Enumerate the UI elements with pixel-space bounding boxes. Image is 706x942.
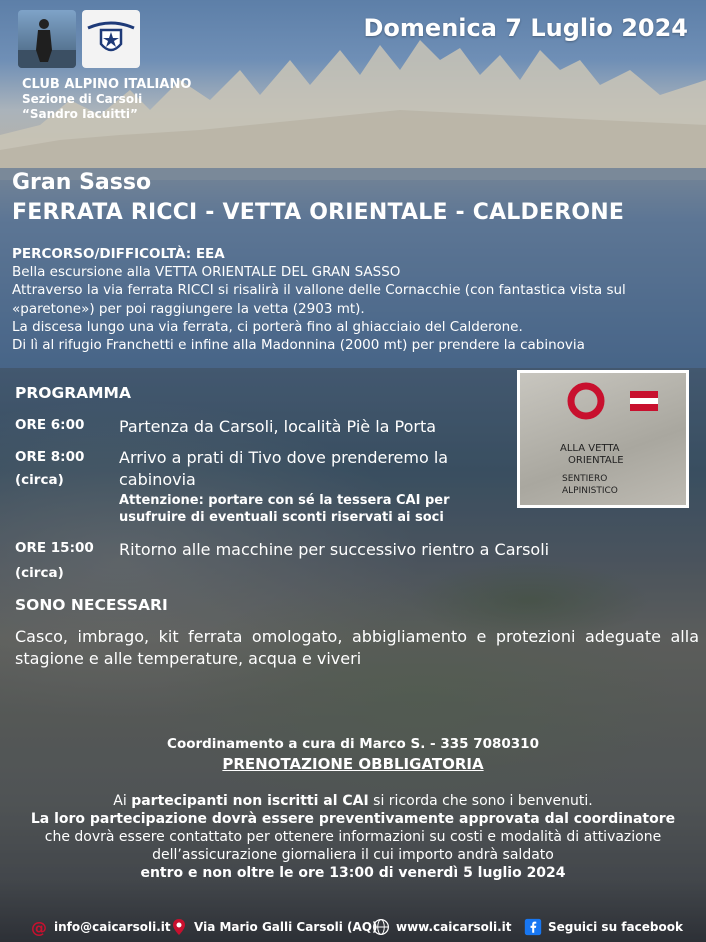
footer-email[interactable] <box>30 918 171 936</box>
event-date: Domenica 7 Luglio 2024 <box>363 14 688 42</box>
cai-emblem-icon <box>82 10 140 68</box>
facebook-icon <box>524 918 542 936</box>
needs-text: Casco, imbrago, kit ferrata omologato, abbigliamento e protezioni adeguate alla stagione e alle temperature, acqua e viveri <box>15 627 699 668</box>
footer-facebook[interactable] <box>524 918 683 936</box>
footer-website[interactable] <box>372 918 512 936</box>
info-text: Ai <box>113 793 132 809</box>
location-pin-icon <box>170 918 188 936</box>
header-logos <box>18 10 140 68</box>
at-icon: @ <box>31 917 47 937</box>
info-line: dell’assicurazione giornaliera il cui importo andrà saldato <box>152 847 554 863</box>
trail-marker-image <box>520 373 686 505</box>
trail-marker-photo <box>517 370 689 508</box>
statue-icon <box>18 10 76 68</box>
footer <box>0 914 706 942</box>
marker-text-line: ORIENTALE <box>568 455 624 466</box>
program-time: ORE 15:00 <box>15 540 94 556</box>
address-text: Via Mario Galli Carsoli (AQ) <box>194 920 378 934</box>
booking-required: PRENOTAZIONE OBBLIGATORIA <box>222 755 484 773</box>
club-name: CLUB ALPINO ITALIANO <box>22 77 192 92</box>
facebook-text[interactable]: Seguici su facebook <box>548 920 683 934</box>
route-line: Bella escursione alla VETTA ORIENTALE DEL GRAN SASSO <box>12 264 401 281</box>
program-activity: Ritorno alle macchine per successivo rientro a Carsoli <box>119 540 550 559</box>
program-time-note: (circa) <box>15 472 64 488</box>
route-line: Attraverso la via ferrata RICCI si risalirà il vallone delle Cornacchie (con fantastica vista sul «paretone») per poi raggiungere la vetta (2903 mt). <box>12 282 626 317</box>
route-heading: PERCORSO/DIFFICOLTÀ: EEA <box>12 246 225 262</box>
info-text: si ricorda che sono i benvenuti. <box>368 793 593 809</box>
needs-heading: SONO NECESSARI <box>15 596 168 614</box>
info-line <box>0 792 706 810</box>
program-heading: PROGRAMMA <box>15 384 131 402</box>
cai-logo <box>82 10 140 68</box>
climber-statue-logo <box>18 10 76 68</box>
info-line: entro e non oltre le ore 13:00 di venerdì 5 luglio 2024 <box>140 865 566 881</box>
program-note: Attenzione: portare con sé la tessera CAI per usufruire di eventuali sconti riservati ai soci <box>119 493 450 525</box>
program-time-note: (circa) <box>15 565 64 581</box>
info-line: che dovrà essere contattato per ottenere informazioni su costi e modalità di attivazione <box>44 829 662 845</box>
club-section-name: “Sandro Iacuitti” <box>22 107 138 121</box>
info-text-bold: partecipanti non iscritti al CAI <box>131 793 369 809</box>
club-section: Sezione di Carsoli <box>22 92 143 106</box>
email-text[interactable]: info@caicarsoli.it <box>54 920 171 934</box>
route-line: Di lì al rifugio Franchetti e infine alla Madonnina (2000 mt) per prendere la cabinovia <box>12 337 585 354</box>
event-title: FERRATA RICCI - VETTA ORIENTALE - CALDERONE <box>12 200 625 225</box>
info-line: La loro partecipazione dovrà essere preventivamente approvata dal coordinatore <box>30 811 676 827</box>
program-activity: Partenza da Carsoli, località Piè la Porta <box>119 417 437 436</box>
program-time: ORE 8:00 <box>15 449 85 465</box>
coordinator-info: Coordinamento a cura di Marco S. - 335 7080310 <box>167 736 539 752</box>
route-description <box>12 245 702 354</box>
footer-address <box>170 918 378 936</box>
event-location: Gran Sasso <box>12 170 152 195</box>
globe-icon <box>372 918 390 936</box>
marker-text-line: ALPINISTICO <box>562 486 618 496</box>
club-info <box>22 77 191 122</box>
marker-text-line: ALLA VETTA <box>560 443 620 454</box>
program-activity: Arrivo a prati di Tivo dove prenderemo la cabinovia <box>119 448 449 489</box>
website-text[interactable]: www.caicarsoli.it <box>396 920 512 934</box>
marker-text-line: SENTIERO <box>562 474 608 484</box>
participants-info <box>0 792 706 882</box>
program-time: ORE 6:00 <box>15 417 85 433</box>
route-line: La discesa lungo una via ferrata, ci porterà fino al ghiacciaio del Calderone. <box>12 318 523 335</box>
